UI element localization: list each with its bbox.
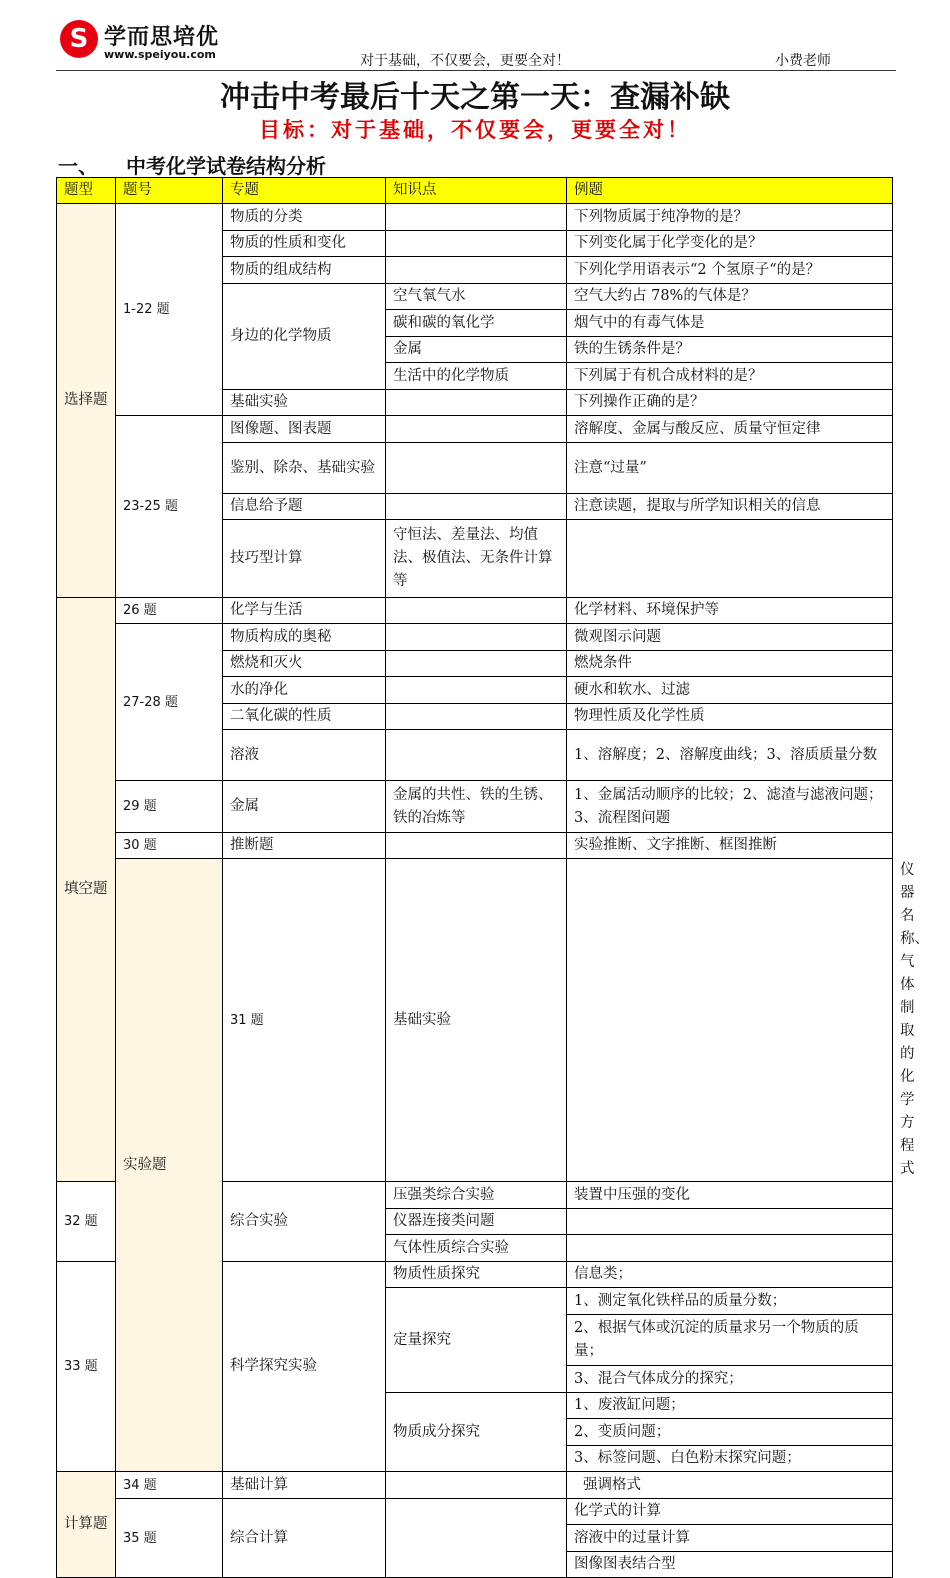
topic-cell: 科学探究实验 xyxy=(223,1262,386,1472)
topic-cell: 水的净化 xyxy=(223,677,386,704)
example-cell: 铁的生锈条件是？ xyxy=(567,337,893,363)
question-number-cell: 27-28 题 xyxy=(116,624,223,781)
point-cell: 气体性质综合实验 xyxy=(386,1235,567,1262)
header-cell-example: 例题 xyxy=(567,178,893,204)
example-cell: 燃烧条件 xyxy=(567,651,893,677)
topic-cell: 基础计算 xyxy=(223,1472,386,1499)
topic-cell: 综合计算 xyxy=(223,1499,386,1578)
example-cell: 溶解度、金属与酸反应、质量守恒定律 xyxy=(567,416,893,443)
section-number: 一、 xyxy=(58,154,98,178)
question-number-cell: 33 题 xyxy=(57,1262,116,1472)
point-cell xyxy=(386,704,567,730)
question-number-cell: 30 题 xyxy=(116,833,223,859)
topic-cell: 二氧化碳的性质 xyxy=(223,704,386,730)
point-cell: 守恒法、差量法、均值法、极值法、无条件计算等 xyxy=(386,520,567,598)
example-cell: 溶液中的过量计算 xyxy=(567,1525,893,1552)
topic-cell: 化学与生活 xyxy=(223,598,386,624)
example-cell: 2、根据气体或沉淀的质量求另一个物质的质量； xyxy=(567,1315,893,1366)
example-cell: 1、金属活动顺序的比较；2、滤渣与滤液问题；3、流程图问题 xyxy=(567,781,893,833)
example-cell xyxy=(567,520,893,598)
example-cell: 3、标签问题、白色粉末探究问题； xyxy=(567,1446,893,1472)
example-cell: 注意读题，提取与所学知识相关的信息 xyxy=(567,494,893,520)
table-row xyxy=(57,833,893,859)
example-cell: 烟气中的有毒气体是 xyxy=(567,310,893,337)
example-cell: 1、溶解度；2、溶解度曲线；3、溶质质量分数 xyxy=(567,730,893,781)
header-cell-point: 知识点 xyxy=(386,178,567,204)
table-row xyxy=(57,624,893,651)
point-cell: 物质成分探究 xyxy=(386,1393,567,1472)
point-cell xyxy=(386,624,567,651)
example-cell: 物理性质及化学性质 xyxy=(567,704,893,730)
brand-name: 学而思培优 xyxy=(104,25,220,50)
point-cell xyxy=(386,416,567,443)
point-cell: 空气氧气水 xyxy=(386,284,567,310)
question-number-cell: 26 题 xyxy=(116,598,223,624)
question-number-cell: 31 题 xyxy=(223,859,386,1182)
example-cell: 图像图表结合型 xyxy=(567,1552,893,1578)
example-cell: 下列物质属于纯净物的是？ xyxy=(567,204,893,231)
topic-cell: 物质的性质和变化 xyxy=(223,231,386,257)
topic-cell: 物质的分类 xyxy=(223,204,386,231)
question-number-cell: 23-25 题 xyxy=(116,416,223,598)
table-row xyxy=(57,416,893,443)
example-cell: 下列化学用语表示“2 个氢原子“的是？ xyxy=(567,257,893,284)
topic-cell: 基础实验 xyxy=(223,390,386,416)
point-cell xyxy=(386,1499,567,1578)
question-number-cell: 29 题 xyxy=(116,781,223,833)
category-cell: 实验题 xyxy=(116,859,223,1472)
point-cell xyxy=(386,390,567,416)
point-cell: 生活中的化学物质 xyxy=(386,363,567,390)
example-cell: 装置中压强的变化 xyxy=(567,1182,893,1209)
example-cell: 下列变化属于化学变化的是？ xyxy=(567,231,893,257)
example-cell: 强调格式 xyxy=(567,1472,893,1499)
header-cell-topic: 专题 xyxy=(223,178,386,204)
table-row: 实验题 31 题 基础实验 仪器名称、气体制取的化学方程式 xyxy=(57,859,893,1182)
question-number-cell: 1-22 题 xyxy=(116,204,223,416)
example-cell: 实验推断、文字推断、框图推断 xyxy=(567,833,893,859)
header-cell-number: 题号 xyxy=(116,178,223,204)
topic-cell: 物质的组成结构 xyxy=(223,257,386,284)
topic-cell: 燃烧和灭火 xyxy=(223,651,386,677)
example-cell: 2、变质问题； xyxy=(567,1419,893,1446)
header-slogan: 对于基础，不仅要会，更要全对！ xyxy=(360,53,570,69)
logo-s-icon: S xyxy=(60,20,98,58)
header-cell-type: 题型 xyxy=(57,178,116,204)
point-cell xyxy=(386,651,567,677)
table-row xyxy=(57,781,893,833)
table-row xyxy=(57,204,893,231)
topic-cell: 综合实验 xyxy=(223,1182,386,1262)
example-cell xyxy=(567,1235,893,1262)
example-cell: 微观图示问题 xyxy=(567,624,893,651)
table-row xyxy=(57,1472,893,1499)
topic-cell: 技巧型计算 xyxy=(223,520,386,598)
example-cell: 1、废液缸问题； xyxy=(567,1393,893,1419)
question-number-cell: 34 题 xyxy=(116,1472,223,1499)
topic-cell: 物质构成的奥秘 xyxy=(223,624,386,651)
header-divider xyxy=(56,70,896,71)
example-cell: 化学式的计算 xyxy=(567,1499,893,1525)
topic-cell: 鉴别、除杂、基础实验 xyxy=(223,443,386,494)
point-cell xyxy=(386,677,567,704)
table-row xyxy=(57,598,893,624)
point-cell xyxy=(386,598,567,624)
example-cell xyxy=(567,1209,893,1235)
question-number-cell: 35 题 xyxy=(116,1499,223,1578)
example-cell: 下列属于有机合成材料的是？ xyxy=(567,363,893,390)
topic-cell: 金属 xyxy=(223,781,386,833)
example-cell: 下列操作正确的是？ xyxy=(567,390,893,416)
point-cell: 仪器连接类问题 xyxy=(386,1209,567,1235)
point-cell xyxy=(386,231,567,257)
point-cell xyxy=(567,859,893,1182)
table-row xyxy=(57,1499,893,1525)
topic-cell: 信息给予题 xyxy=(223,494,386,520)
point-cell xyxy=(386,204,567,231)
page-title: 冲击中考最后十天之第一天：查漏补缺 xyxy=(220,80,730,115)
example-cell: 化学材料、环境保护等 xyxy=(567,598,893,624)
point-cell: 物质性质探究 xyxy=(386,1262,567,1288)
topic-cell: 基础实验 xyxy=(386,859,567,1182)
example-cell: 空气大约占 78%的气体是？ xyxy=(567,284,893,310)
example-cell: 3、混合气体成分的探究； xyxy=(567,1366,893,1393)
example-cell: 信息类； xyxy=(567,1262,893,1288)
point-cell xyxy=(386,730,567,781)
point-cell: 定量探究 xyxy=(386,1288,567,1393)
question-number-cell: 32 题 xyxy=(57,1182,116,1262)
category-cell: 计算题 xyxy=(57,1472,116,1578)
point-cell xyxy=(386,494,567,520)
brand-logo xyxy=(60,20,250,64)
table-header-row xyxy=(57,178,893,204)
topic-cell: 推断题 xyxy=(223,833,386,859)
section-title: 中考化学试卷结构分析 xyxy=(126,154,326,178)
example-cell: 注意“过量” xyxy=(567,443,893,494)
topic-cell: 身边的化学物质 xyxy=(223,284,386,390)
point-cell: 金属 xyxy=(386,337,567,363)
point-cell xyxy=(386,833,567,859)
category-cell: 选择题 xyxy=(57,204,116,598)
point-cell xyxy=(386,1472,567,1499)
brand-url: www.speiyou.com xyxy=(104,48,216,61)
point-cell: 金属的共性、铁的生锈、铁的冶炼等 xyxy=(386,781,567,833)
example-cell: 1、测定氧化铁样品的质量分数； xyxy=(567,1288,893,1315)
page-subtitle: 目标：对于基础，不仅要会，更要全对！ xyxy=(259,118,691,142)
point-cell xyxy=(386,443,567,494)
exam-structure-table xyxy=(56,177,929,1578)
topic-cell: 溶液 xyxy=(223,730,386,781)
category-cell: 填空题 xyxy=(57,598,116,1182)
example-cell: 硬水和软水、过滤 xyxy=(567,677,893,704)
point-cell: 压强类综合实验 xyxy=(386,1182,567,1209)
point-cell: 碳和碳的氧化学 xyxy=(386,310,567,337)
point-cell xyxy=(386,257,567,284)
header-teacher: 小费老师 xyxy=(775,53,831,69)
topic-cell: 图像题、图表题 xyxy=(223,416,386,443)
